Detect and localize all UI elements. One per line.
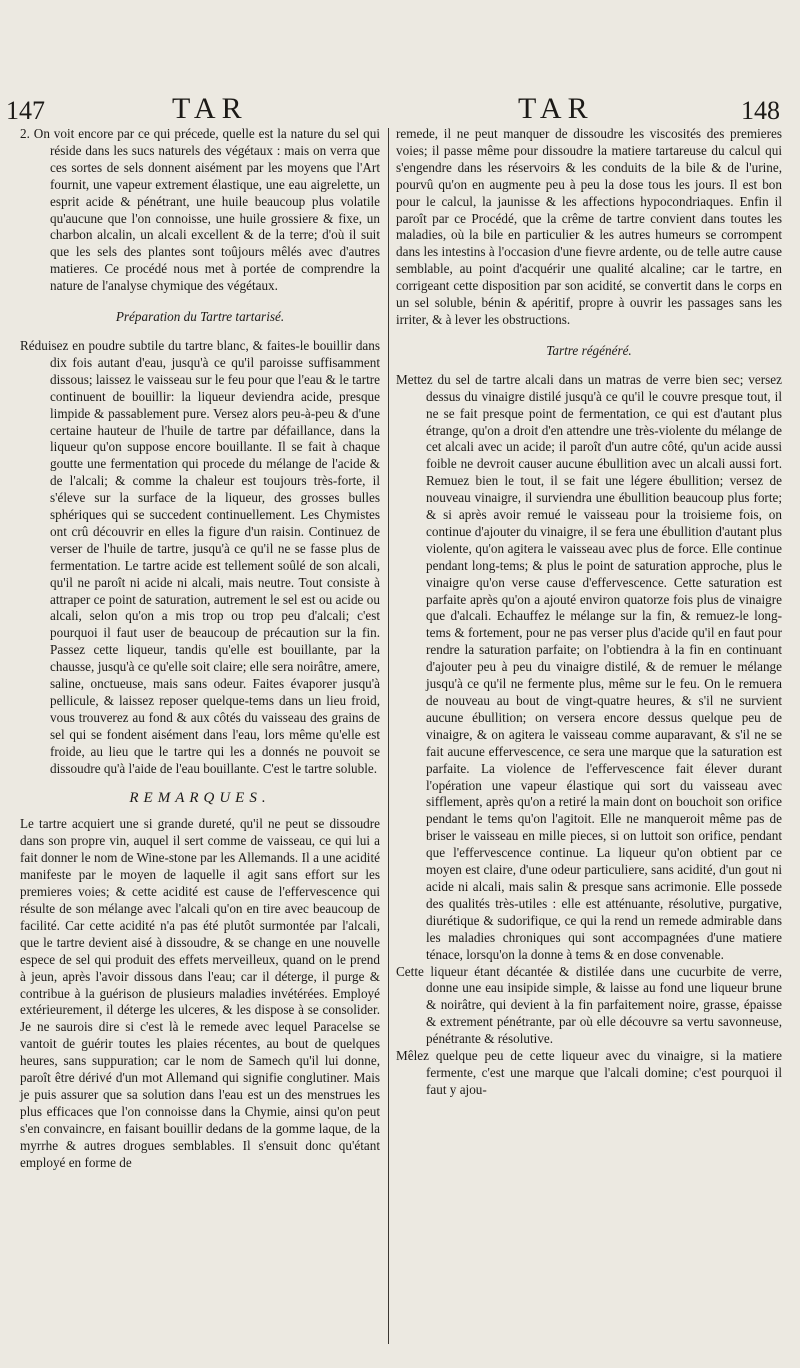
continuation-paragraph: remede, il ne peut manquer de dissoudre les viscosités des premieres voies; il passe même pour dissoudre la matiere tartareuse du calcul qui s'engendre dans les réservoirs & les conduits de la bile & de l'urine, pourvû qu'on en augmente peu à peu la dose tous les jours. Il est bon pour le calcul, la jaunisse & les affections hypocondriaques. Enfin il paroît par ce Procédé, que la crême de tartre convient dans toutes les maladies, où la bile en particulier & les autres humeurs se corrompent dans les intestins à l'occasion d'une fievre ardente, ou de telle autre cause semblable, au point d'acquérir une qualité alcaline; car le tartre, en corrigeant cette disposition par son acidité, se convertit dans le corps en un sel soluble, bénin & apéritif, propre à ouvrir les passages sans les irriter, & à lever les obstructions.	[396, 126, 782, 327]
preparation-paragraph: Réduisez en poudre subtile du tartre blanc, & faites-le bouillir dans dix fois autant d'eau, jusqu'à ce qu'il paroisse suffisamment dissous; laissez le vaisseau sur le feu pour que l'eau & le tartre continuent de bouillir: la liqueur deviendra acide, presque limpide & passablement pure. Versez alors peu-à-peu & d'une certaine hauteur de l'huile de tartre par défaillance, dans la liqueur qu'on suppose encore bouillante. Il se fait à chaque goutte une fermentation qui procede du mélange de l'acide & de l'alcali; & comme la chaleur est toujours très-forte, il s'éleve sur la surface de la liqueur, des grosses bulles sphériques qui se succedent continuellement. Les Chymistes ont crû découvrir en elles la figure d'un raisin. Continuez de verser de l'huile de tartre, jusqu'à ce qu'il ne se fasse plus de fermentation. Le tartre acide est tellement soûlé de son alcali, qu'il ne paroît ni acide ni alcali, mais neutre. Tout consiste à attraper ce point de saturation, autrement le sel est ou acide ou alcali, selon qu'on a mis trop ou trop peu d'alcali; c'est pourquoi il faut user de beaucoup de précaution sur la fin. Passez cette liqueur, tandis qu'elle est bouillante, par la chausse, jusqu'à ce qu'elle soit claire; elle sera noirâtre, amere, saline, onctueuse, mais sans odeur. Faites évaporer jusqu'à pellicule, & laissez reposer quelque-tems dans un lieu froid, vous trouverez au fond & aux côtés du vaisseau des grains de sel qui se fondent aisément dans l'eau, lors même qu'elle est froide, au lieu que le tartre qui les a donnés ne pouvoit se dissoudre qu'à l'aide de l'eau bouillante. C'est le tartre soluble.	[20, 337, 380, 776]
heading-remarques: REMARQUES.	[129, 789, 271, 806]
right-running-head: TAR	[518, 92, 594, 125]
right-column	[396, 126, 782, 1099]
left-column	[20, 126, 380, 1171]
intro-paragraph: 2. On voit encore par ce qui précede, quelle est la nature du sel qui réside dans les sucs naturels des végétaux : mais on verra que ces sortes de sels donnent aisément par les moyens que l'Art fournit, une vapeur extrement élastique, une eau aigrelette, un esprit acide & pénétrant, une huile beaucoup plus volatile qu'aucune que l'on connoisse, une huile grossiere & fixe, un charbon alcalin, un alcali excellent & de la terre; d'où il suit que les sels des plantes sont toûjours mêlés avec d'autres matieres. Ce procédé nous met à portée de comprendre la nature de l'analyse chymique des végétaux.	[20, 126, 380, 294]
right-page-number: 148	[741, 96, 780, 125]
left-page-number: 147	[6, 96, 45, 125]
column-divider	[388, 128, 389, 1344]
running-header	[0, 92, 800, 128]
left-running-head: TAR	[172, 92, 248, 125]
melez-paragraph: Mêlez quelque peu de cette liqueur avec du vinaigre, si la matiere fermente, c'est une marque que l'alcali domine; c'est pourquoi il faut y ajou-	[396, 1048, 782, 1097]
heading-tartre-regenere: Tartre régénéré.	[546, 342, 632, 358]
mettez-paragraph: Mettez du sel de tartre alcali dans un matras de verre bien sec; versez dessus du vinaigre distilé jusqu'à ce qu'il le couvre presque tout, il ne se fait presque point de fermentation, ce qui est d'autant plus étrange, qu'on a droit d'en attendre une très-violente du mélange de cet alcali avec un acide; il paroît d'un autre côté, qu'un acide aussi foible ne devroit causer aucune ébullition avec un alcali aussi fort. Remuez bien le tout, il se fait une légere ébullition; versez de nouveau vinaigre, il surviendra une ébullition beaucoup plus forte; & si après avoir remué le vaisseau pour la troisieme fois, on continue d'ajouter du vinaigre, il se fera une ébullition d'autant plus violente, qu'on agitera le vaisseau avec plus de force. Elle continue pendant long-tems; & plus le point de saturation approche, plus le vinaigre qu'on verse cause d'effervescence. Cette saturation est parfaite après qu'on a ajouté environ quatorze fois plus de vinaigre que d'alcali. Echauffez le mélange sur la fin, & remuez-le long-tems & fortement, pour ne pas verser plus d'acide qu'il en faut pour rendre la saturation parfaite; on l'obtiendra à la fin en continuant d'ajouter peu à peu du vinaigre distilé, & de remuer le mélange jusqu'à ce qu'il ne fermente plus, même sur le feu. On le remuera de nouveau au bout de vingt-quatre heures, & s'il ne survient aucune ébullition; on versera encore dessus quelque peu de vinaigre, & on agitera le vaisseau comme auparavant, & s'il ne se fait aucune effervescence, ce sera une marque que la saturation est parfaite. La violence de l'effervescence fait élever durant l'opération une vapeur élastique qui sort du vaisseau avec sifflement, après qu'on a retiré la main dont on bouchoit son orifice pendant le tems qu'on l'agitoit. Elle ne manqueroit même pas de briser le vaisseau en mille pieces, si on luttoit son orifice, pendant que l'effervescence continue. La liqueur qu'on obtient par ce moyen est claire, d'une odeur particuliere, sans acidité, d'un gout ni acide ni alcali, mais salin & presque sans acrimonie. Elle possede des qualités très-utiles : elle est atténuante, résolutive, purgative, diurétique & sudorifique, ce qui la rend un remede admirable dans les maladies chroniques qui sont accompagnées d'une matiere ténace, lorsqu'on la donne à tems & en dose convenable.	[396, 371, 782, 962]
cette-liqueur-paragraph: Cette liqueur étant décantée & distilée dans une cucurbite de verre, donne une eau insipide simple, & laisse au fond une liqueur brune & noirâtre, qui devient à la fin parfaitement noire, grasse, épaisse & extrement pénétrante, par où elle découvre sa vertu savonneuse, pénétrante & résolutive.	[396, 963, 782, 1047]
heading-preparation: Préparation du Tartre tartarisé.	[115, 309, 285, 325]
remarques-paragraph: Le tartre acquiert une si grande dureté, qu'il ne peut se dissoudre dans son propre vin, auquel il sert comme de vaisseau, ce qui lui a fait donner le nom de Wine-stone par les Allemands. Il a une acidité manifeste par le moyen de laquelle il agit sans effort sur les premieres voies; & cette acidité est cause de l'effervescence qui résulte de son mélange avec l'alcali qu'on en tire avec beaucoup de facilité. Car cette acidité n'a pas été plutôt surmontée par l'alcali, que le tartre devient aisé à dissoudre, & se change en une nouvelle espece de sel qui produit des effets merveilleux, quand on le prend à jeun, après l'avoir dissous dans l'eau; car il déterge, il purge & contribue à la guérison de plusieurs maladies invétérées. Employé extérieurement, il déterge les ulceres, & les dispose à se consolider. Je ne saurois dire si c'est là le remede avec lequel Paracelse se vantoit de guérir toutes les plaies récentes, au bout de quelques heures, sans suppuration; car le nom de Samech qu'il lui donne, paroît être dérivé d'un mot Allemand qui signifie conglutiner. Mais je puis assurer que sa solution dans l'eau est un des menstrues les plus efficaces que l'on connoisse dans la Chymie, ainsi qu'on peut s'en convaincre, en faisant bouillir dedans de la gomme laque, de la myrrhe & autres drogues semblables. Il s'ensuit donc qu'étant employé en forme de	[20, 816, 380, 1170]
